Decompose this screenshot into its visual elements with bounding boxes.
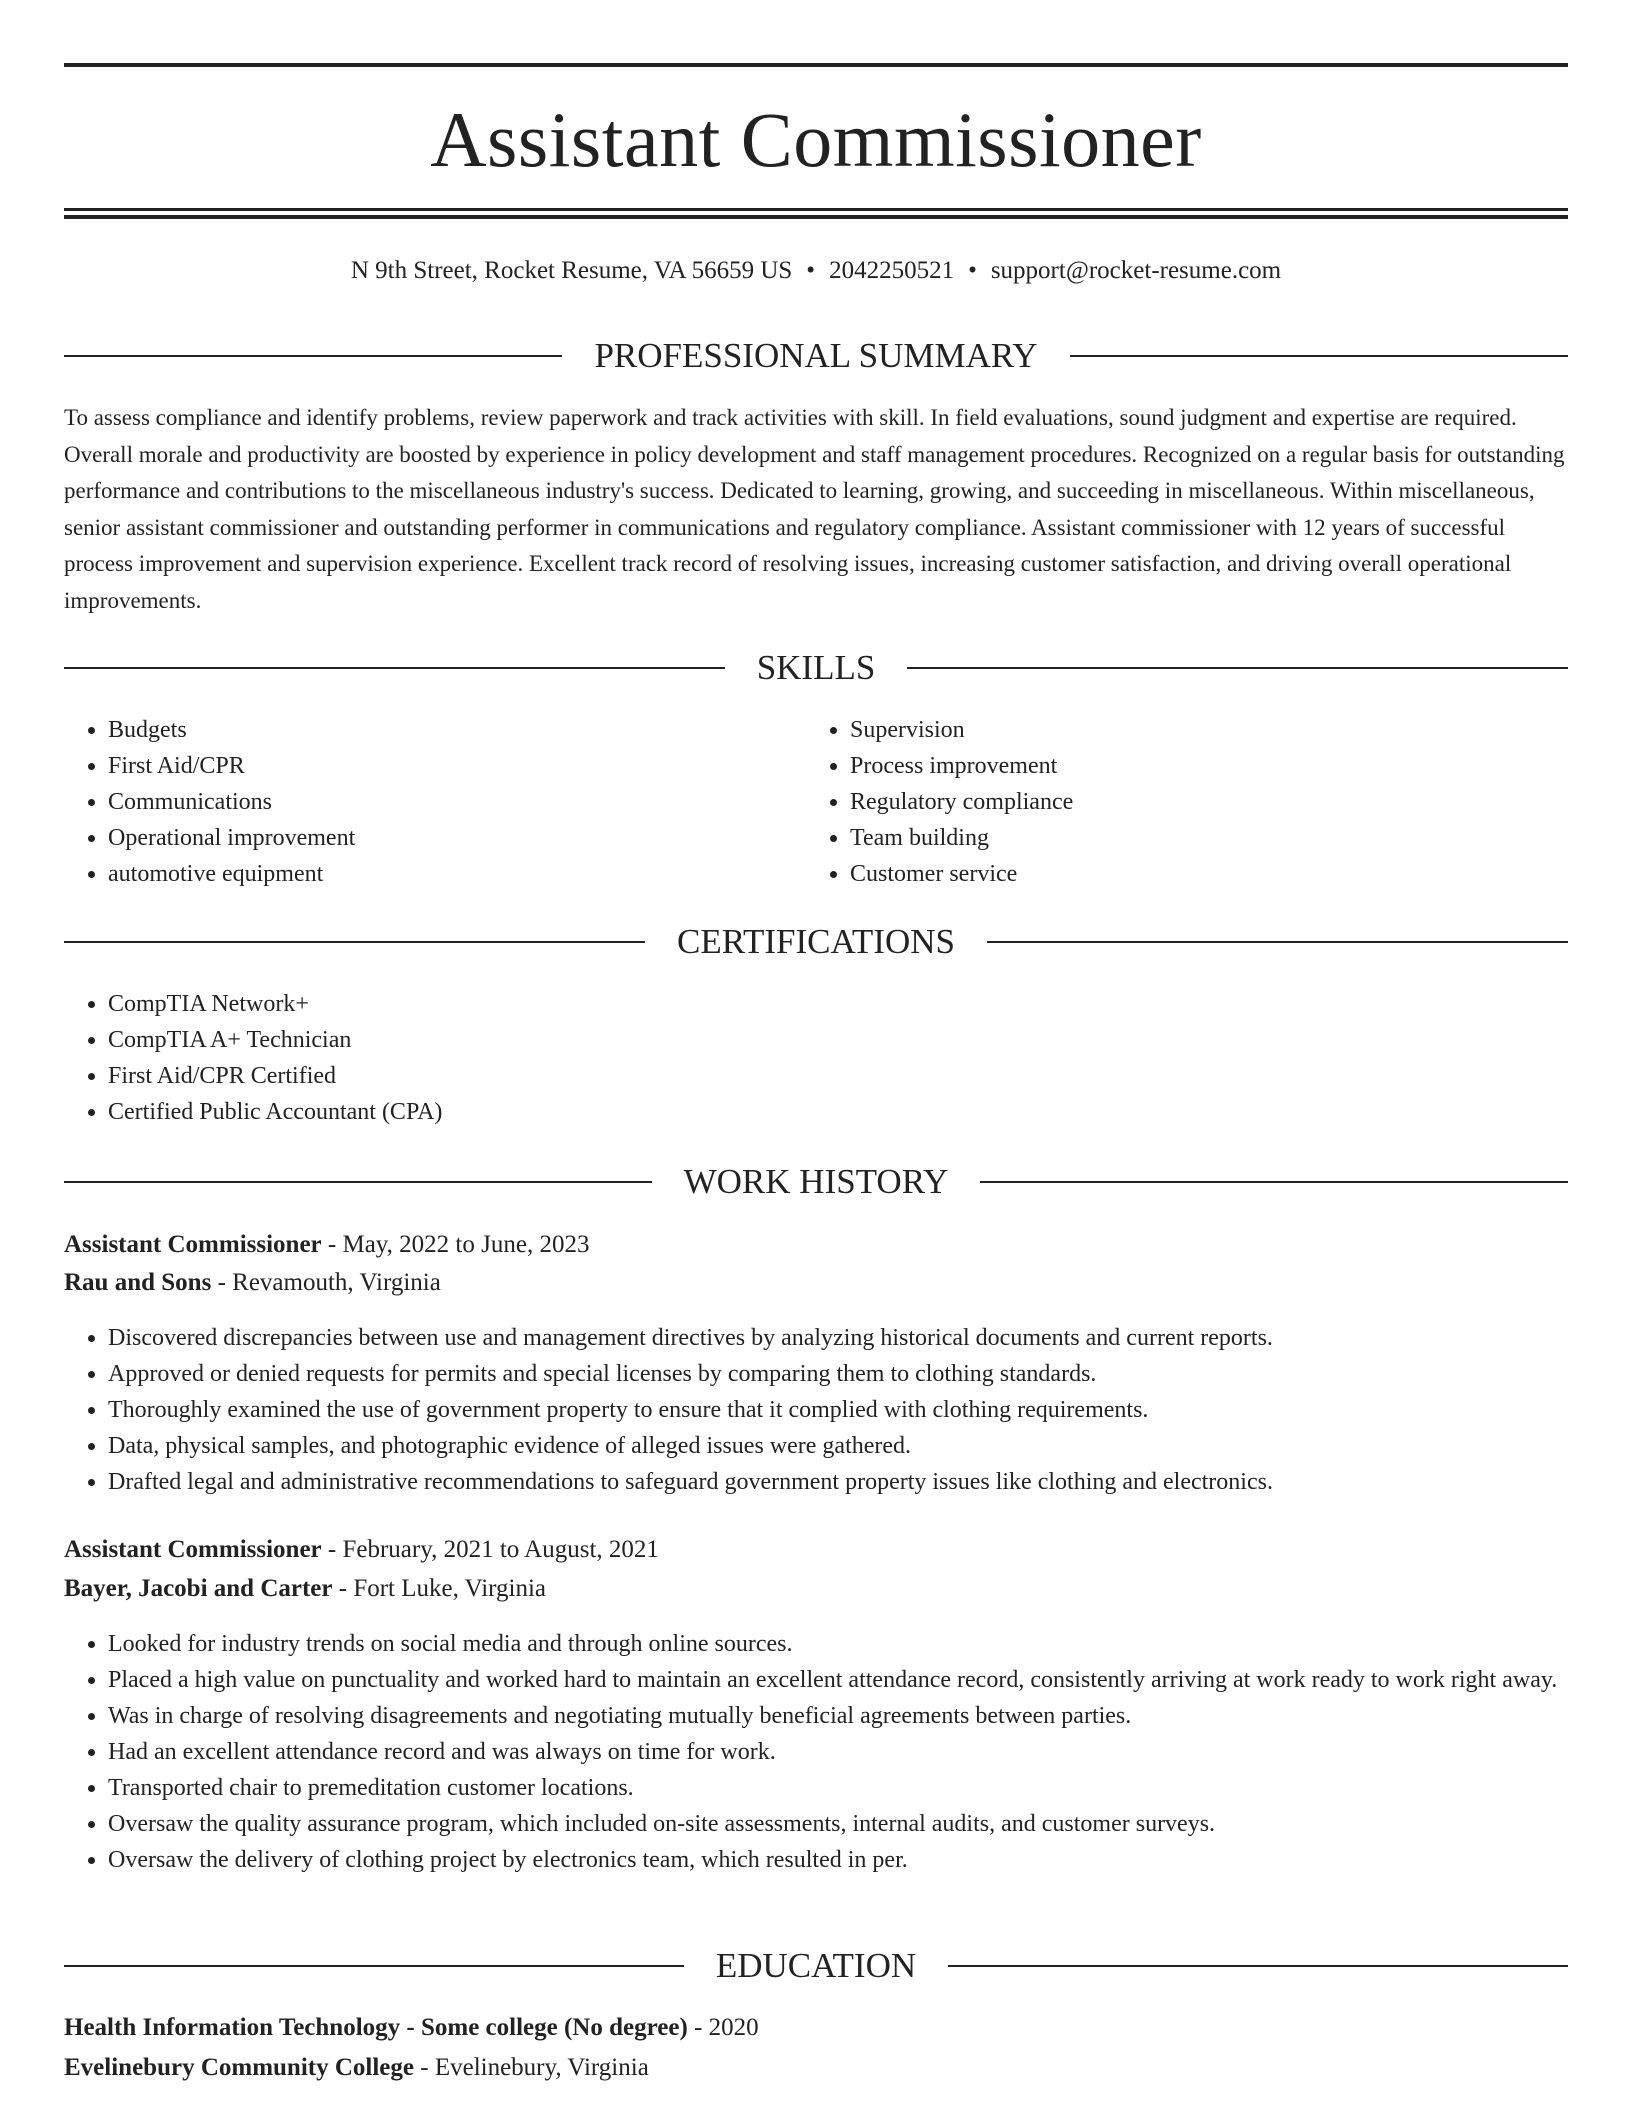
skill-item: • Operational improvement (108, 820, 764, 856)
heading-rule (64, 355, 562, 357)
education-heading (64, 1944, 1568, 1988)
job-duty: • Transported chair to premeditation customer locations. (108, 1770, 1568, 1806)
certification-item: • First Aid/CPR Certified (108, 1058, 1464, 1094)
heading-rule (948, 1965, 1568, 1967)
skill-item: • automotive equipment (108, 856, 764, 892)
section-title: CERTIFICATIONS (677, 922, 955, 961)
skills-heading (64, 646, 1568, 690)
candidate-name: Assistant Commissioner (430, 96, 1202, 183)
skills-column-right (806, 712, 1506, 892)
job-company: Rau and Sons (64, 1269, 212, 1296)
job-location: - Fort Luke, Virginia (332, 1575, 547, 1602)
job-title-line (64, 1227, 1568, 1263)
heading-rule (1070, 355, 1568, 357)
skills-column-left (64, 712, 764, 892)
job-duty: • Drafted legal and administrative recommendations to safeguard government property issues like clothing and electronics. (108, 1464, 1568, 1500)
certifications-heading (64, 920, 1568, 964)
job-location: - Revamouth, Virginia (211, 1269, 441, 1296)
skill-item: • First Aid/CPR (108, 748, 764, 784)
skill-item: • Supervision (850, 712, 1506, 748)
job-duty: • Approved or denied requests for permits and special licenses by comparing them to clothing standards. (108, 1356, 1568, 1392)
heading-rule (907, 667, 1568, 669)
job-title-line (64, 1532, 1568, 1568)
heading-rule (987, 941, 1568, 943)
top-rule (64, 63, 1568, 67)
contact-separator: • (806, 257, 816, 284)
header-rule-upper (64, 208, 1568, 211)
header-rule-lower (64, 215, 1568, 219)
job-duty: • Placed a high value on punctuality and worked hard to maintain an excellent attendance record, consistently arriving at work ready to work right away. (108, 1662, 1568, 1698)
job-company-line (64, 1571, 1568, 1607)
heading-rule (980, 1181, 1568, 1183)
education-location: - Evelinebury, Virginia (414, 2054, 649, 2081)
skill-item: • Regulatory compliance (850, 784, 1506, 820)
work-history-heading (64, 1160, 1568, 1204)
contact-email: support@rocket-resume.com (990, 257, 1282, 284)
job-duty: • Looked for industry trends on social media and through online sources. (108, 1626, 1568, 1662)
heading-rule (64, 1965, 684, 1967)
certifications-list (64, 986, 1464, 1130)
job-dates: - February, 2021 to August, 2021 (321, 1536, 659, 1563)
summary-text: To assess compliance and identify problems, review paperwork and track activities with skill. In field evaluations, sound judgment and expertise are required. Overall morale and productivity are boosted by experience in policy development and staff management procedures. Recognized on a regular basis for outstanding performance and contributions to the miscellaneous industry's success. Dedicated to learning, growing, and succeeding in miscellaneous. Within miscellaneous, senior assistant commissioner and outstanding performer in communications and regulatory compliance. Assistant commissioner with 12 years of successful process improvement and supervision experience. Excellent track record of resolving issues, increasing customer satisfaction, and driving overall operational improvements. (64, 405, 1565, 613)
job-duty: • Was in charge of resolving disagreements and negotiating mutually beneficial agreements between parties. (108, 1698, 1568, 1734)
heading-rule (64, 941, 645, 943)
skill-item: • Budgets (108, 712, 764, 748)
certification-item: • CompTIA Network+ (108, 986, 1464, 1022)
education-degree-line (64, 2010, 1568, 2046)
section-title: WORK HISTORY (683, 1162, 949, 1201)
contact-address: N 9th Street, Rocket Resume, VA 56659 US (350, 257, 793, 284)
education-year: - 2020 (687, 2014, 759, 2041)
education-school: Evelinebury Community College (64, 2054, 414, 2081)
job-duty: • Oversaw the quality assurance program, which included on-site assessments, internal audits, and customer surveys. (108, 1806, 1568, 1842)
job-duty: • Thoroughly examined the use of government property to ensure that it complied with clothing requirements. (108, 1392, 1568, 1428)
skill-item: • Process improvement (850, 748, 1506, 784)
section-title: EDUCATION (715, 1946, 917, 1985)
job-company-line (64, 1265, 1568, 1301)
job-duty: • Oversaw the delivery of clothing project by electronics team, which resulted in per. (108, 1842, 1568, 1878)
skill-item: • Communications (108, 784, 764, 820)
contact-line (64, 254, 1568, 288)
job-duty: • Discovered discrepancies between use and management directives by analyzing historical documents and current reports. (108, 1320, 1568, 1356)
certification-item: • Certified Public Accountant (CPA) (108, 1094, 1464, 1130)
section-title: PROFESSIONAL SUMMARY (594, 336, 1038, 375)
education-school-line (64, 2050, 1568, 2086)
job-title: Assistant Commissioner (64, 1231, 322, 1258)
job-duty: • Data, physical samples, and photographic evidence of alleged issues were gathered. (108, 1428, 1568, 1464)
job-company: Bayer, Jacobi and Carter (64, 1575, 333, 1602)
summary-heading (64, 334, 1568, 378)
job-duties-list (64, 1626, 1568, 1878)
job-duties-list (64, 1320, 1568, 1500)
contact-phone: 2042250521 (829, 257, 955, 284)
job-title: Assistant Commissioner (64, 1536, 322, 1563)
heading-rule (64, 667, 725, 669)
skill-item: • Customer service (850, 856, 1506, 892)
education-degree: Health Information Technology - Some college (No degree) (64, 2014, 688, 2041)
certification-item: • CompTIA A+ Technician (108, 1022, 1464, 1058)
section-title: SKILLS (756, 648, 876, 687)
job-duty: • Had an excellent attendance record and was always on time for work. (108, 1734, 1568, 1770)
job-dates: - May, 2022 to June, 2023 (321, 1231, 590, 1258)
contact-separator: • (968, 257, 977, 284)
heading-rule (64, 1181, 652, 1183)
skill-item: • Team building (850, 820, 1506, 856)
